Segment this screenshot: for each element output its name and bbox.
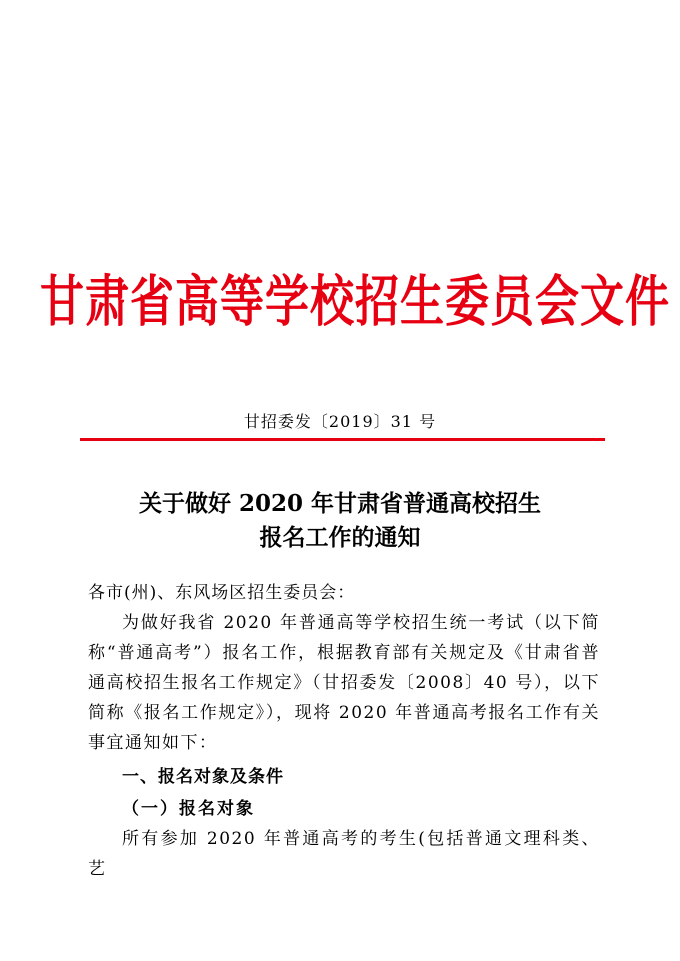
paragraph-intro: 为做好我省 2020 年普通高等学校招生统一考试（以下简称“普通高考”）报名工作，根据教育部有关规定及《甘肃省普通高校招生报名工作规定》（甘招委发〔2008〕40 号），以下简称《报名工作规定》），现将 2020 年普通高考报名工作有关事宜通知如下：	[88, 613, 600, 753]
document-body	[88, 578, 600, 884]
subsection-heading-1: （一）报名对象	[122, 799, 255, 819]
masthead-title: 甘肃省高等学校招生委员会文件	[40, 270, 670, 335]
paragraph-applicants: 所有参加 2020 年普通高考的考生(包括普通文理科类、艺	[88, 829, 600, 879]
notice-title-line-1: 关于做好 2020 年甘肃省普通高校招生	[138, 490, 542, 517]
salutation: 各市(州)、东风场区招生委员会：	[88, 583, 356, 603]
document-number: 甘招委发〔2019〕31 号	[243, 412, 437, 431]
section-heading-1: 一、报名对象及条件	[122, 767, 284, 787]
notice-title	[0, 487, 680, 555]
red-divider-line	[80, 438, 605, 441]
notice-title-line-2: 报名工作的通知	[259, 524, 421, 551]
